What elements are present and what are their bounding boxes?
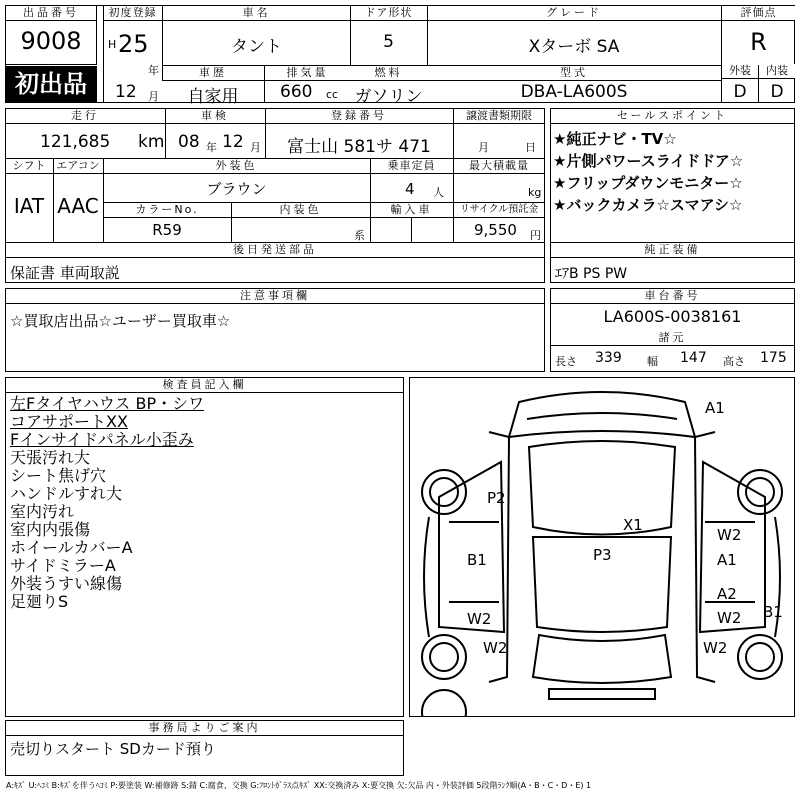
capacity-unit: 人 <box>433 186 444 199</box>
color-label: 外装色 <box>104 159 369 173</box>
fuel-value: ガソリン <box>354 87 423 107</box>
chassis-value: LA600S-0038161 <box>603 307 742 326</box>
ext-grade: D <box>733 82 747 102</box>
capacity-label: 乗車定員 <box>371 159 452 173</box>
notes-label: 注意事項欄 <box>6 289 544 303</box>
length-value: 339 <box>595 350 622 366</box>
reg-year: 25 <box>118 30 149 58</box>
equipment-label: 純正装備 <box>551 243 794 257</box>
month-unit: 月 <box>148 90 159 103</box>
car-name: タント <box>231 37 282 57</box>
damage-mark: A2 <box>717 585 737 603</box>
details-block <box>5 108 545 243</box>
model-label: 型式 <box>428 66 720 80</box>
history-label: 車歴 <box>163 66 263 80</box>
damage-mark: W2 <box>703 639 728 657</box>
inspector-note: 足廻りS <box>10 592 69 611</box>
disp-value: 660 <box>280 82 313 102</box>
score-value: R <box>750 28 767 56</box>
dims-label: 諸元 <box>551 331 794 345</box>
height-value: 175 <box>760 350 787 366</box>
int-grade: D <box>770 82 784 102</box>
legend-text: A:ｷｽﾞ U:ﾍｺﾐ B:ｷｽﾞを伴うﾍｺﾐ P:要塗装 W:補修跡 S:錆 C:腐食、交換 G:ﾌﾛﾝﾄｶﾞﾗｽ点ｷｽﾞ XX:交換済み X:要交換 欠:欠品 内・外装評価 5段階ﾗﾝｸ順(A・B・C・D・E) 1 <box>6 781 592 790</box>
inspector-note: ハンドルすれ大 <box>10 484 123 503</box>
int-label: 内装 <box>759 64 795 78</box>
plate-value: 富士山 581サ 471 <box>287 137 431 157</box>
notes-value: ☆買取店出品☆ユーザー買取車☆ <box>10 312 231 330</box>
reg-label: 初度登録 <box>104 6 161 20</box>
damage-mark: A1 <box>705 399 725 417</box>
inspector-note: シート焦げ穴 <box>10 466 107 485</box>
ext-label: 外装 <box>722 64 758 78</box>
mileage-label: 走行 <box>6 109 164 123</box>
mileage-value: 121,685 <box>40 132 111 152</box>
sales-point-item: ★片側パワースライドドア☆ <box>553 152 744 170</box>
ac-label: エアコン <box>54 159 102 173</box>
width-label: 幅 <box>647 355 658 368</box>
int-color-label: 内装色 <box>232 203 369 217</box>
chassis-label: 車台番号 <box>551 289 794 303</box>
int-color-unit: 系 <box>354 229 365 242</box>
plate-label: 登録番号 <box>266 109 452 123</box>
damage-mark: P3 <box>593 546 612 564</box>
color-value: ブラウン <box>206 180 267 198</box>
disp-unit: cc <box>326 88 339 101</box>
door-label: ドア形状 <box>351 6 426 20</box>
sales-point-item: ★バックカメラ☆スマアシ☆ <box>553 196 743 214</box>
later-parts-value: 保証書 車両取説 <box>10 264 120 282</box>
reg-era: H <box>108 38 117 51</box>
sales-points-list <box>553 128 793 216</box>
width-value: 147 <box>680 350 707 366</box>
load-label: 最大積載量 <box>454 159 544 173</box>
later-parts-label: 後日発送部品 <box>6 243 544 257</box>
mileage-unit: km <box>138 132 165 152</box>
inspector-note: 左Fタイヤハウス BP・シワ <box>10 394 205 413</box>
inspector-label: 検査員記入欄 <box>6 378 403 392</box>
damage-mark: B1 <box>467 551 487 569</box>
inspect-year: 08 <box>178 132 200 152</box>
color-no-value: R59 <box>152 221 182 239</box>
office-label: 事務局よりご案内 <box>6 721 403 735</box>
inspect-month-unit: 月 <box>250 141 261 154</box>
shift-label: シフト <box>6 159 52 173</box>
inspector-note: ホイールカバーA <box>10 538 133 557</box>
transfer-month-unit: 月 <box>478 141 489 154</box>
history-value: 自家用 <box>187 87 239 107</box>
inspect-year-unit: 年 <box>206 141 217 154</box>
inspect-label: 車検 <box>166 109 264 123</box>
damage-mark: B1 <box>763 603 783 621</box>
transfer-day-unit: 日 <box>525 141 536 154</box>
damage-mark: X1 <box>623 516 643 534</box>
inspector-note: Fインサイドパネル小歪み <box>10 430 194 449</box>
model-value: DBA-LA600S <box>520 82 628 102</box>
grade-label: グレード <box>428 6 720 20</box>
damage-mark: W2 <box>467 610 492 628</box>
damage-mark: P2 <box>487 489 506 507</box>
recycle-value: 9,550 <box>474 221 517 239</box>
inspector-note: 外装うすい線傷 <box>10 574 123 593</box>
length-label: 長さ <box>555 355 577 368</box>
inspector-note: 室内汚れ <box>10 502 75 521</box>
ac-value: AAC <box>57 194 99 218</box>
month-value: 12 <box>115 82 137 102</box>
sales-points-label: セールスポイント <box>551 109 794 123</box>
equipment-value: ｴｱB PS PW <box>555 266 628 282</box>
damage-mark: W2 <box>717 609 742 627</box>
load-unit: kg <box>528 186 542 199</box>
office-value: 売切りスタート SDカード預り <box>10 740 216 758</box>
car-diagram <box>409 377 795 717</box>
disp-label: 排気量 <box>265 66 350 80</box>
color-no-label: カラーNo. <box>104 203 230 217</box>
height-label: 高さ <box>723 355 745 368</box>
lot-label: 出品番号 <box>6 6 96 20</box>
shift-value: IAT <box>13 194 45 218</box>
inspect-month: 12 <box>222 132 244 152</box>
capacity-value: 4 <box>405 180 415 198</box>
recycle-unit: 円 <box>530 229 541 242</box>
import-label: 輸入車 <box>371 203 452 217</box>
name-label: 車名 <box>163 6 350 20</box>
door-count: 5 <box>383 32 394 52</box>
lot-number: 9008 <box>20 27 82 55</box>
recycle-label: リサイクル預託金 <box>454 203 544 217</box>
inspector-note: サイドミラーA <box>10 556 116 575</box>
transfer-label: 譲渡書類期限 <box>454 109 544 123</box>
inspector-note: コアサポートXX <box>10 412 128 431</box>
inspector-note: 天張汚れ大 <box>10 448 91 467</box>
inspector-note: 室内内張傷 <box>10 520 91 539</box>
damage-mark: W2 <box>483 639 508 657</box>
sales-point-item: ★フリップダウンモニター☆ <box>553 174 743 192</box>
grade-value: Xターボ SA <box>528 37 620 57</box>
reg-year-unit: 年 <box>148 64 159 77</box>
first-listing-badge: 初出品 <box>5 66 97 103</box>
damage-mark: A1 <box>717 551 737 569</box>
inspector-notes-list <box>10 395 400 611</box>
score-label: 評価点 <box>722 6 795 20</box>
fuel-label: 燃料 <box>351 66 426 80</box>
sales-point-item: ★純正ナビ・TV☆ <box>553 130 677 148</box>
damage-mark: W2 <box>717 526 742 544</box>
